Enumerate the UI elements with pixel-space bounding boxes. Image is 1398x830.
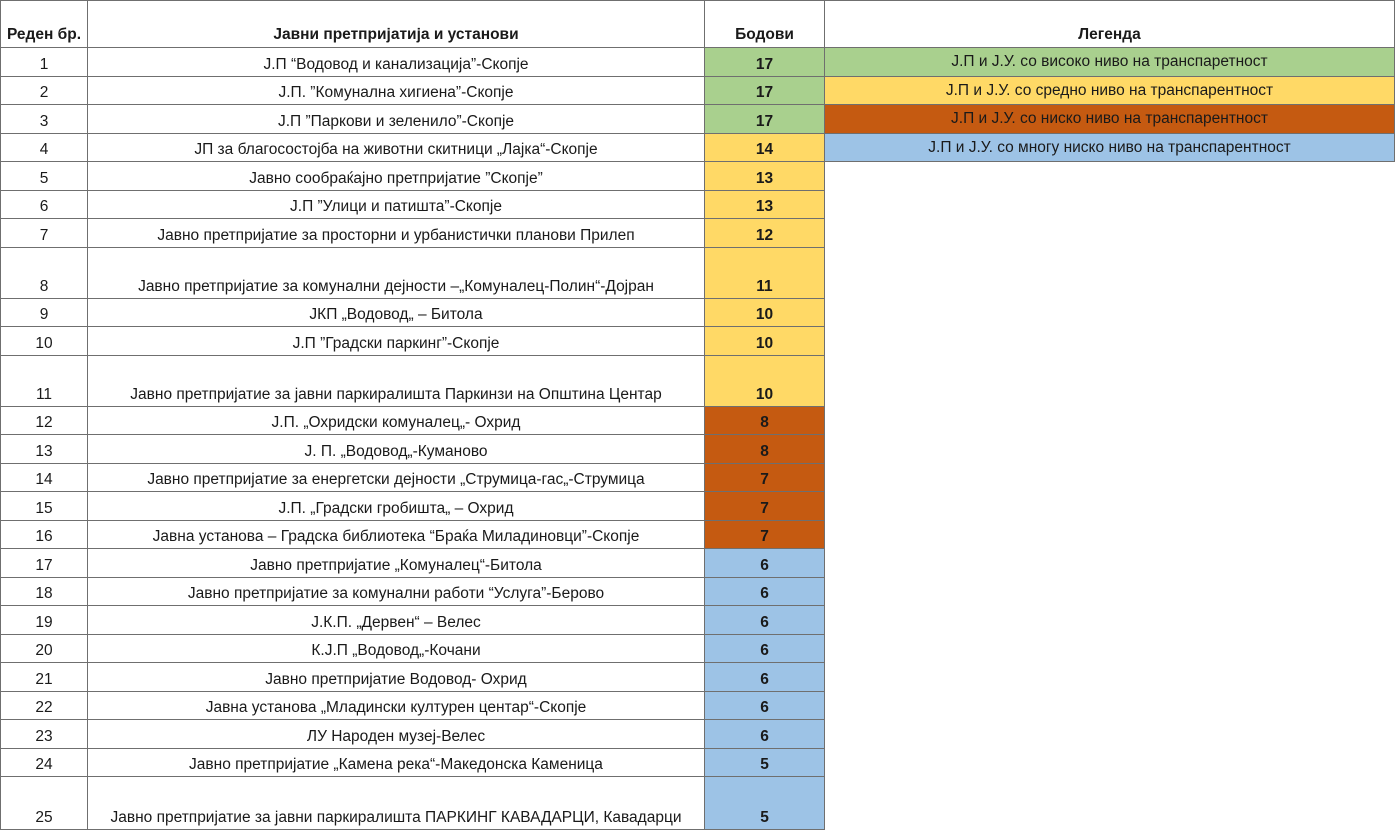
institution-cell: Јавно претпријатие за јавни паркиралишта Паркинзи на Општина Центар (88, 355, 705, 406)
rank-cell: 6 (1, 190, 88, 219)
rank-cell: 13 (1, 435, 88, 464)
legend-row (825, 105, 1395, 134)
table-row (1, 406, 825, 435)
header-points: Бодови (705, 1, 825, 48)
institution-cell: К.Ј.П „Водовод„-Кочани (88, 634, 705, 663)
institution-cell: Јавно претпријатие „Камена река“-Македонска Каменица (88, 748, 705, 777)
points-cell: 6 (705, 606, 825, 635)
institution-cell: Ј.П ”Паркови и зеленило”-Скопје (88, 105, 705, 134)
table-row (1, 549, 825, 578)
rank-cell: 7 (1, 219, 88, 248)
table-row (1, 190, 825, 219)
institution-cell: ЈП за благосостојба на животни скитници „Лајка“-Скопје (88, 133, 705, 162)
points-cell: 6 (705, 634, 825, 663)
table-row (1, 327, 825, 356)
points-cell: 7 (705, 520, 825, 549)
rank-cell: 5 (1, 162, 88, 191)
table-body (1, 48, 825, 830)
table-row (1, 219, 825, 248)
points-cell: 6 (705, 663, 825, 692)
table-row (1, 76, 825, 105)
header-rank: Реден бр. (1, 1, 88, 48)
institution-cell: Јавно претпријатие за просторни и урбанистички планови Прилеп (88, 219, 705, 248)
rank-cell: 14 (1, 463, 88, 492)
table-row (1, 663, 825, 692)
rank-cell: 8 (1, 247, 88, 298)
legend-yellow-entry: Ј.П и Ј.У. со средно ниво на транспарентност (825, 76, 1395, 105)
rank-cell: 12 (1, 406, 88, 435)
institution-cell: Ј. П. „Водовод„-Куманово (88, 435, 705, 464)
points-cell: 8 (705, 406, 825, 435)
table-row (1, 48, 825, 77)
points-cell: 5 (705, 777, 825, 830)
rank-cell: 18 (1, 577, 88, 606)
points-cell: 10 (705, 298, 825, 327)
rank-cell: 25 (1, 777, 88, 830)
legend-row (825, 48, 1395, 77)
rank-cell: 4 (1, 133, 88, 162)
rank-cell: 23 (1, 720, 88, 749)
points-cell: 17 (705, 105, 825, 134)
legend-title: Легенда (825, 1, 1395, 48)
institution-cell: ЛУ Народен музеј-Велес (88, 720, 705, 749)
institution-cell: Ј.К.П. „Дервен“ – Велес (88, 606, 705, 635)
rank-cell: 3 (1, 105, 88, 134)
table-row (1, 105, 825, 134)
points-cell: 6 (705, 549, 825, 578)
points-cell: 7 (705, 492, 825, 521)
points-cell: 11 (705, 247, 825, 298)
rank-cell: 24 (1, 748, 88, 777)
table-row (1, 691, 825, 720)
institution-cell: Јавно претпријатие за јавни паркиралишта ПАРКИНГ КАВАДАРЦИ, Кавадарци (88, 777, 705, 830)
table-row (1, 435, 825, 464)
institution-cell: Ј.П ”Улици и патишта”-Скопје (88, 190, 705, 219)
table-row (1, 520, 825, 549)
points-cell: 17 (705, 76, 825, 105)
institution-cell: Јавна установа „Младински културен центар“-Скопје (88, 691, 705, 720)
institution-cell: Јавно сообраќајно претпријатие ”Скопје” (88, 162, 705, 191)
rank-cell: 11 (1, 355, 88, 406)
institution-cell: Јавно претпријатие „Комуналец“-Битола (88, 549, 705, 578)
points-cell: 12 (705, 219, 825, 248)
institution-cell: Ј.П ”Градски паркинг”-Скопје (88, 327, 705, 356)
header-institution: Јавни претпријатија и установи (88, 1, 705, 48)
legend-row (825, 76, 1395, 105)
table-row (1, 355, 825, 406)
table-row (1, 247, 825, 298)
legend-blue-entry: Ј.П и Ј.У. со многу ниско ниво на транспарентност (825, 133, 1395, 162)
rank-cell: 21 (1, 663, 88, 692)
table-row (1, 748, 825, 777)
table-row (1, 162, 825, 191)
points-cell: 6 (705, 720, 825, 749)
institution-cell: Ј.П. „Охридски комуналец„- Охрид (88, 406, 705, 435)
institution-cell: ЈКП „Водовод„ – Битола (88, 298, 705, 327)
institution-cell: Ј.П “Водовод и канализација”-Скопје (88, 48, 705, 77)
points-cell: 10 (705, 355, 825, 406)
points-cell: 8 (705, 435, 825, 464)
rank-cell: 10 (1, 327, 88, 356)
rank-cell: 15 (1, 492, 88, 521)
points-cell: 13 (705, 162, 825, 191)
table-row (1, 463, 825, 492)
points-cell: 6 (705, 577, 825, 606)
table-row (1, 577, 825, 606)
table-row (1, 777, 825, 830)
table-row (1, 606, 825, 635)
points-cell: 7 (705, 463, 825, 492)
institution-cell: Јавна установа – Градска библиотека “Браќа Миладиновци”-Скопје (88, 520, 705, 549)
rank-cell: 16 (1, 520, 88, 549)
rank-cell: 1 (1, 48, 88, 77)
institution-cell: Јавно претпријатие за енергетски дејности „Струмица-гас„-Струмица (88, 463, 705, 492)
table-row (1, 133, 825, 162)
rank-cell: 17 (1, 549, 88, 578)
legend-row (825, 133, 1395, 162)
rank-cell: 2 (1, 76, 88, 105)
table-row (1, 298, 825, 327)
table-row (1, 720, 825, 749)
points-cell: 17 (705, 48, 825, 77)
table-row (1, 634, 825, 663)
table-row (1, 492, 825, 521)
points-cell: 10 (705, 327, 825, 356)
header-row (1, 1, 825, 48)
legend-green-entry: Ј.П и Ј.У. со високо ниво на транспаретност (825, 48, 1395, 77)
rank-cell: 19 (1, 606, 88, 635)
points-cell: 13 (705, 190, 825, 219)
points-cell: 6 (705, 691, 825, 720)
institution-cell: Ј.П. „Градски гробишта„ – Охрид (88, 492, 705, 521)
rank-cell: 22 (1, 691, 88, 720)
rank-cell: 20 (1, 634, 88, 663)
legend-table (824, 0, 1395, 162)
legend-body (825, 48, 1395, 162)
legend-orange-entry: Ј.П и Ј.У. со ниско ниво на транспарентност (825, 105, 1395, 134)
institution-cell: Јавно претпријатие Водовод- Охрид (88, 663, 705, 692)
institution-cell: Јавно претпријатие за комунални дејности –„Комуналец-Полин“-Дојран (88, 247, 705, 298)
rank-cell: 9 (1, 298, 88, 327)
institution-cell: Јавно претпријатие за комунални работи “Услуга”-Берово (88, 577, 705, 606)
points-cell: 14 (705, 133, 825, 162)
institution-cell: Ј.П. ”Комунална хигиена”-Скопје (88, 76, 705, 105)
points-cell: 5 (705, 748, 825, 777)
